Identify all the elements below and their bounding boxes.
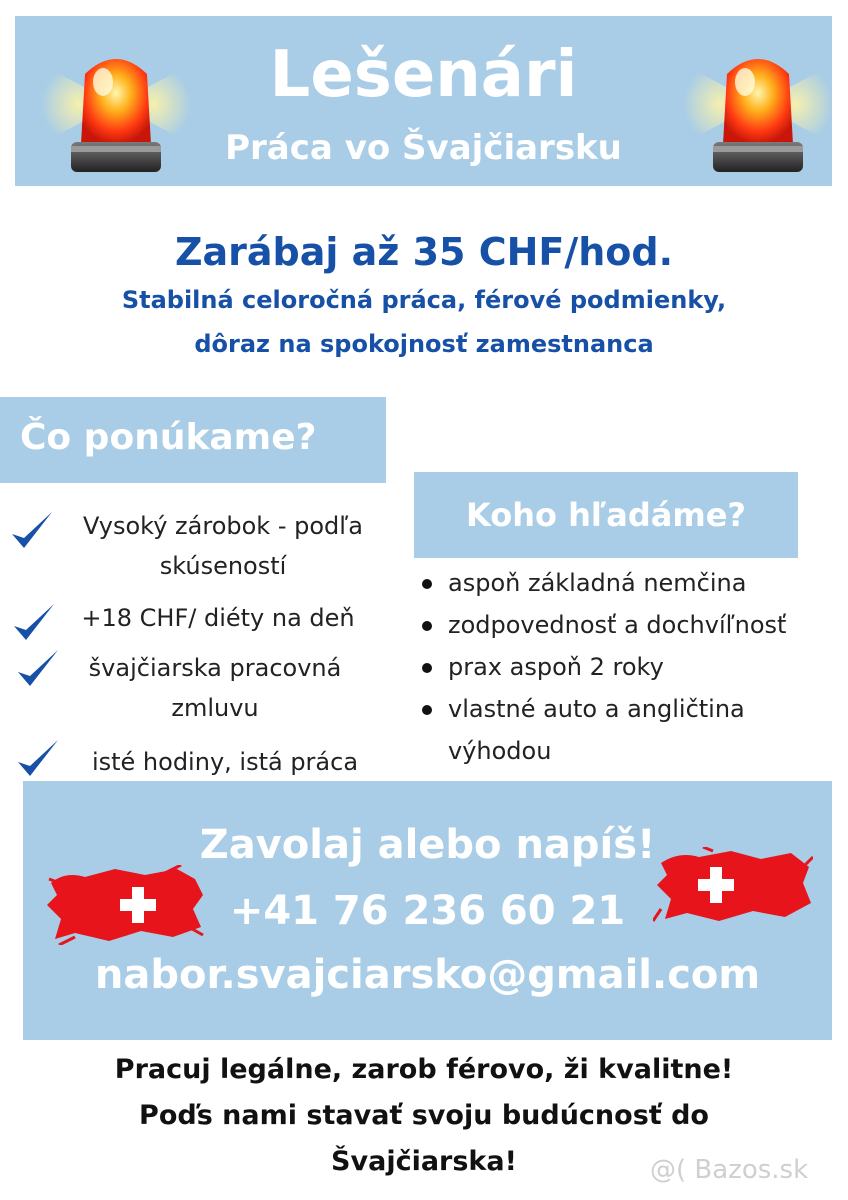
seeking-heading: Koho hľadáme?	[466, 496, 746, 534]
contact-cta: Zavolaj alebo napíš!	[199, 822, 656, 868]
bullet-icon	[422, 663, 432, 673]
check-icon	[8, 508, 54, 554]
offer-item-2: +18 CHF/ diéty na deň	[81, 604, 355, 632]
page-title: Lešenári	[269, 38, 578, 112]
seeking-heading-box	[414, 472, 798, 558]
tagline-line-2: dôraz na spokojnosť zamestnanca	[194, 330, 654, 358]
bullet-icon	[422, 579, 432, 589]
bullet-icon	[422, 621, 432, 631]
list-item: vlastné auto a angličtina výhodou	[420, 688, 845, 772]
offer-heading-box	[0, 397, 386, 483]
contact-email[interactable]: nabor.svajciarsko@gmail.com	[94, 952, 761, 998]
list-item: prax aspoň 2 roky	[420, 646, 845, 688]
check-icon	[14, 736, 60, 782]
watermark: @( Bazos.sk	[650, 1155, 809, 1185]
footer-line-1: Pracuj legálne, zarob férovo, ži kvalitne!	[114, 1054, 734, 1085]
header-banner	[15, 16, 832, 186]
offer-item-1: Vysoký zárobok - podľa skúseností	[83, 512, 363, 580]
offer-item-4: isté hodiny, istá práca	[91, 748, 359, 776]
offer-item-3: švajčiarska pracovná zmluvu	[88, 654, 342, 722]
bullet-icon	[422, 705, 432, 715]
page-subtitle: Práca vo Švajčiarsku	[225, 128, 622, 168]
list-item: zodpovednosť a dochvíľnosť	[420, 604, 845, 646]
salary-headline: Zarábaj až 35 CHF/hod.	[174, 230, 674, 274]
contact-phone[interactable]: +41 76 236 60 21	[229, 888, 626, 934]
offer-heading: Čo ponúkame?	[20, 417, 317, 458]
tagline-line-1: Stabilná celoročná práca, férové podmienky,	[121, 286, 727, 314]
requirements-list	[420, 562, 845, 772]
list-item: aspoň základná nemčina	[420, 562, 845, 604]
footer-line-2: Poďs nami stavať svoju budúcnosť do	[139, 1100, 709, 1131]
siren-icon	[683, 34, 833, 184]
footer-line-3: Švajčiarska!	[331, 1146, 517, 1177]
contact-panel	[23, 781, 832, 1040]
